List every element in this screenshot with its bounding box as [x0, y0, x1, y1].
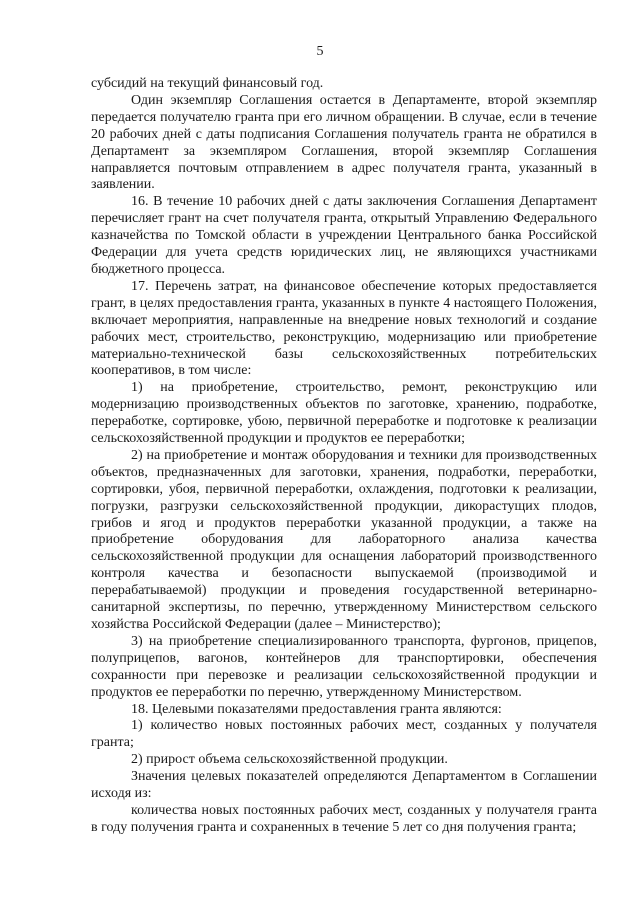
paragraph: Один экземпляр Соглашения остается в Департаменте, второй экземпляр передается получателю гранта при его личном обращении. В случае, если в течение 20 рабочих дней с даты подписания Соглашения получатель гранта не обратился в Департамент за экземпляром Соглашения, второй экземпляр Соглашения направляется почтовым отправлением в адрес получателя гранта, указанный в заявлении.: [91, 92, 597, 193]
paragraph: субсидий на текущий финансовый год.: [91, 76, 324, 91]
document-body: [91, 76, 597, 837]
list-item: 2) прирост объема сельскохозяйственной продукции.: [131, 752, 448, 768]
list-item: 1) количество новых постоянных рабочих мест, созданных у получателя гранта;: [91, 718, 597, 751]
paragraph: 16. В течение 10 рабочих дней с даты заключения Соглашения Департамент перечисляет грант на счет получателя гранта, открытый Управлению Федерального казначейства по Томской области в учреждении Центрального банка Российской Федерации для учета средств юридических лиц, не являющихся участниками бюджетного процесса.: [91, 194, 597, 277]
paragraph: Значения целевых показателей определяются Департаментом в Соглашении исходя из:: [91, 769, 597, 802]
list-item: 2) на приобретение и монтаж оборудования и техники для производственных объектов, предназначенных для заготовки, хранения, подработки, переработки, сортировки, убоя, первичной переработки, охлаждения, подготовки к реализации, погрузки, разгрузки сельскохозяйственной продукции, дикорастущих плодов, грибов и ягод и продуктов переработки указанной продукции, а также на приобретение оборудования для лабораторного анализа качества сельскохозяйственной продукции для оснащения лабораторий производственного контроля качества и безопасности выпускаемой (производимой и перерабатываемой) продукции и проведения государственной ветеринарно-санитарной экспертизы, по перечню, утвержденному Министерством сельского хозяйства Российской Федерации (далее – Министерство);: [91, 447, 597, 632]
paragraph: 18. Целевыми показателями предоставления гранта являются:: [131, 701, 502, 717]
page-number: 5: [316, 44, 324, 59]
list-item: 1) на приобретение, строительство, ремонт, реконструкцию или модернизацию производственных объектов по заготовке, хранению, подработке, переработке, сортировке, убою, первичной переработке и подготовке к реализации сельскохозяйственной продукции и продуктов ее переработки;: [91, 380, 597, 447]
paragraph: 17. Перечень затрат, на финансовое обеспечение которых предоставляется грант, в целях предоставления гранта, указанных в пункте 4 настоящего Положения, включает мероприятия, направленные на внедрение новых технологий и создание рабочих мест, строительство, реконструкцию, модернизацию или приобретение материально-технической базы сельскохозяйственных потребительских кооперативов, в том числе:: [91, 278, 597, 379]
list-item: 3) на приобретение специализированного транспорта, фургонов, прицепов, полуприцепов, вагонов, контейнеров для транспортировки, обеспечения сохранности при перевозке и реализации сельскохозяйственной продукции и продуктов ее переработки по перечню, утвержденному Министерством.: [91, 633, 597, 700]
paragraph: количества новых постоянных рабочих мест, созданных у получателя гранта в году получения гранта и сохраненных в течение 5 лет со дня получения гранта;: [91, 802, 597, 835]
